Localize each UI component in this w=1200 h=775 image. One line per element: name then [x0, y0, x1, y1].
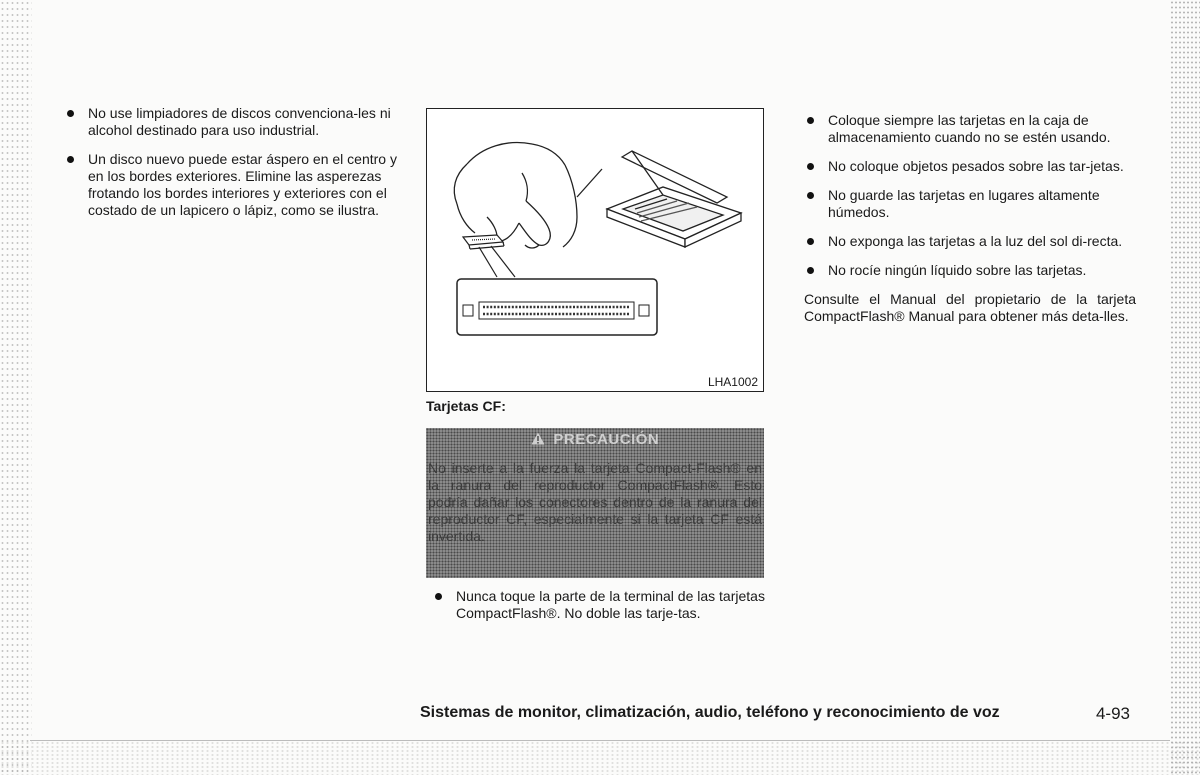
- middle-column: [432, 588, 766, 634]
- list-item: [432, 588, 766, 622]
- caution-text: No inserte a la fuerza la tarjeta Compact-Flash® en la ranura del reproductor CompactFlash®. Esto podría dañar los conectores dentro de la ranura del reproductor CF, especialmente si la tarjeta CF está invertida.: [428, 460, 762, 544]
- storage-case-drawing: [607, 151, 741, 247]
- bullet-icon: [807, 117, 814, 124]
- left-column: [64, 105, 402, 231]
- list-item-text: No guarde las tarjetas en lugares altamente húmedos.: [828, 187, 1100, 220]
- list-item-text: No use limpiadores de discos convenciona-les ni alcohol destinado para uso industrial.: [88, 105, 391, 138]
- list-item-text: Nunca toque la parte de la terminal de las tarjetas CompactFlash®. No doble las tarje-tas.: [456, 588, 765, 621]
- list-item-text: No exponga las tarjetas a la luz del sol di-recta.: [828, 233, 1123, 249]
- right-bullet-list: [804, 112, 1136, 279]
- right-column: [804, 112, 1136, 325]
- list-item: [64, 151, 402, 219]
- caution-heading: [426, 431, 764, 455]
- cf-card-illustration: [426, 108, 764, 392]
- caution-box: [426, 428, 764, 578]
- bullet-icon: [807, 163, 814, 170]
- list-item: [804, 262, 1136, 279]
- hand-drawing: [454, 143, 602, 248]
- bullet-icon: [807, 238, 814, 245]
- scan-edge-right: [1170, 0, 1200, 775]
- bullet-icon: [807, 267, 814, 274]
- small-card-drawing: [463, 235, 504, 249]
- list-item: [804, 233, 1136, 250]
- warning-triangle-icon: [531, 431, 550, 448]
- left-bullet-list: [64, 105, 402, 219]
- list-item: [804, 158, 1136, 175]
- bullet-icon: [67, 156, 74, 163]
- list-item: [804, 112, 1136, 146]
- page-number: 4-93: [1095, 704, 1130, 723]
- list-item-text: Coloque siempre las tarjetas en la caja de almacenamiento cuando no se estén usando.: [828, 112, 1111, 145]
- cf-card-drawing: [427, 109, 765, 393]
- section-title: Sistemas de monitor, climatización, audio, teléfono y reconocimiento de voz: [420, 704, 1000, 721]
- bullet-icon: [67, 110, 74, 117]
- list-item-text: No coloque objetos pesados sobre las tar-jetas.: [828, 158, 1124, 174]
- list-item-text: Un disco nuevo puede estar áspero en el centro y en los bordes exteriores. Elimine las asperezas frotando los bordes interiores y exteriores con el costado de un lapicero o lápiz, como se ilustra.: [88, 151, 397, 218]
- figure-caption: Tarjetas CF:: [426, 398, 506, 414]
- bullet-icon: [435, 593, 442, 600]
- bullet-icon: [807, 192, 814, 199]
- caution-title: PRECAUCIÓN: [553, 431, 660, 448]
- leader-lines: [479, 246, 515, 277]
- list-item-text: No rocíe ningún líquido sobre las tarjetas.: [828, 262, 1087, 278]
- page-bottom-rule: [30, 740, 1170, 741]
- middle-bullet-list: [432, 588, 766, 622]
- figure-code: LHA1002: [707, 375, 758, 389]
- list-item: [804, 187, 1136, 221]
- scan-edge-left: [0, 0, 32, 775]
- connector-detail: [457, 279, 657, 335]
- page-footer: [420, 704, 1160, 722]
- reference-paragraph: Consulte el Manual del propietario de la tarjeta CompactFlash® Manual para obtener más deta-lles.: [804, 291, 1136, 324]
- list-item: [64, 105, 402, 139]
- scan-edge-bottom: [0, 741, 1200, 775]
